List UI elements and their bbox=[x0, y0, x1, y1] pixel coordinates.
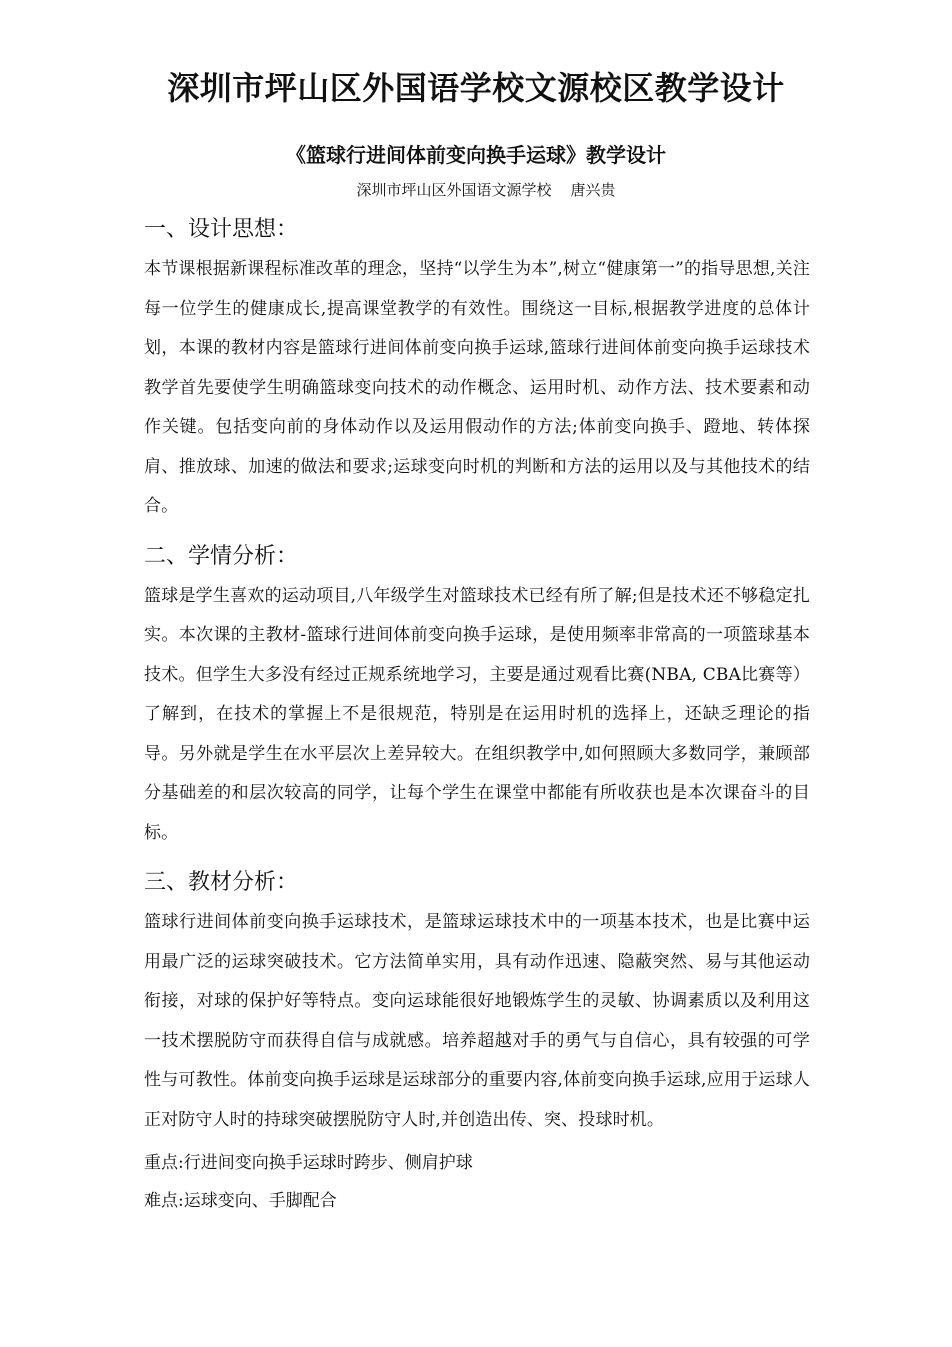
key-point: 重点:行进间变向换手运球时跨步、侧肩护球 bbox=[144, 1153, 473, 1173]
section-design-idea bbox=[144, 210, 810, 527]
author-line: 深圳市坪山区外国语文源学校 唐兴贵 bbox=[356, 181, 616, 199]
section-paragraph: 篮球行进间体前变向换手运球技术，是篮球运球技术中的一项基本技术，也是比赛中运用最广泛的运球突破技术。它方法简单实用，具有动作迅速、隐蔽突然、易与其他运动衔接，对球的保护好等特点。变向运球能很好地锻炼学生的灵敏、协调素质以及利用这一技术摆脱防守而获得自信与成就感。培养超越对手的勇气与自信心，具有较强的可学性与可教性。体前变向换手运球是运球部分的重要内容,体前变向换手运球,应用于运球人正对防守人时的持球突破摆脱防守人时,并创造出传、突、投球时机。 bbox=[144, 912, 810, 1130]
section-paragraph: 本节课根据新课程标准改革的理念，坚持“以学生为本”,树立“健康第一”的指导思想,关注每一位学生的健康成长,提高课堂教学的有效性。围绕这一目标,根据教学进度的总体计划，本课的教材内容是篮球行进间体前变向换手运球,篮球行进间体前变向换手运球技术教学首先要使学生明确篮球变向技术的动作概念、运用时机、动作方法、技术要素和动作关键。包括变向前的身体动作以及运用假动作的方法;体前变向换手、蹬地、转体探肩、推放球、加速的做法和要求;运球变向时机的判断和方法的运用以及与其他技术的结合。 bbox=[144, 259, 810, 516]
difficult-point: 难点:运球变向、手脚配合 bbox=[144, 1191, 337, 1211]
section-heading: 三、教材分析： bbox=[144, 870, 299, 895]
section-material-analysis bbox=[144, 863, 810, 1140]
section-paragraph: 篮球是学生喜欢的运动项目,八年级学生对篮球技术已经有所了解;但是技术还不够稳定扎实。本次课的主教材-篮球行进间体前变向换手运球，是使用频率非常高的一项篮球基本技术。但学生大多没有经过正规系统地学习，主要是通过观看比赛(NBA, CBA比赛等）了解到，在技术的掌握上不是很规范，特别是在运用时机的选择上，还缺乏理论的指导。另外就是学生在水平层次上差异较大。在组织教学中,如何照顾大多数同学，兼顾部分基础差的和层次较高的同学，让每个学生在课堂中都能有所收获也是本次课奋斗的目标。 bbox=[144, 585, 810, 843]
document-body bbox=[144, 210, 810, 1220]
section-student-analysis bbox=[144, 537, 810, 854]
section-heading: 二、学情分析： bbox=[144, 543, 299, 569]
section-heading: 一、设计思想： bbox=[144, 217, 299, 242]
page-title: 深圳市坪山区外国语学校文源校区教学设计 bbox=[167, 69, 785, 107]
lesson-title: 《篮球行进间体前变向换手运球》教学设计 bbox=[286, 143, 666, 167]
